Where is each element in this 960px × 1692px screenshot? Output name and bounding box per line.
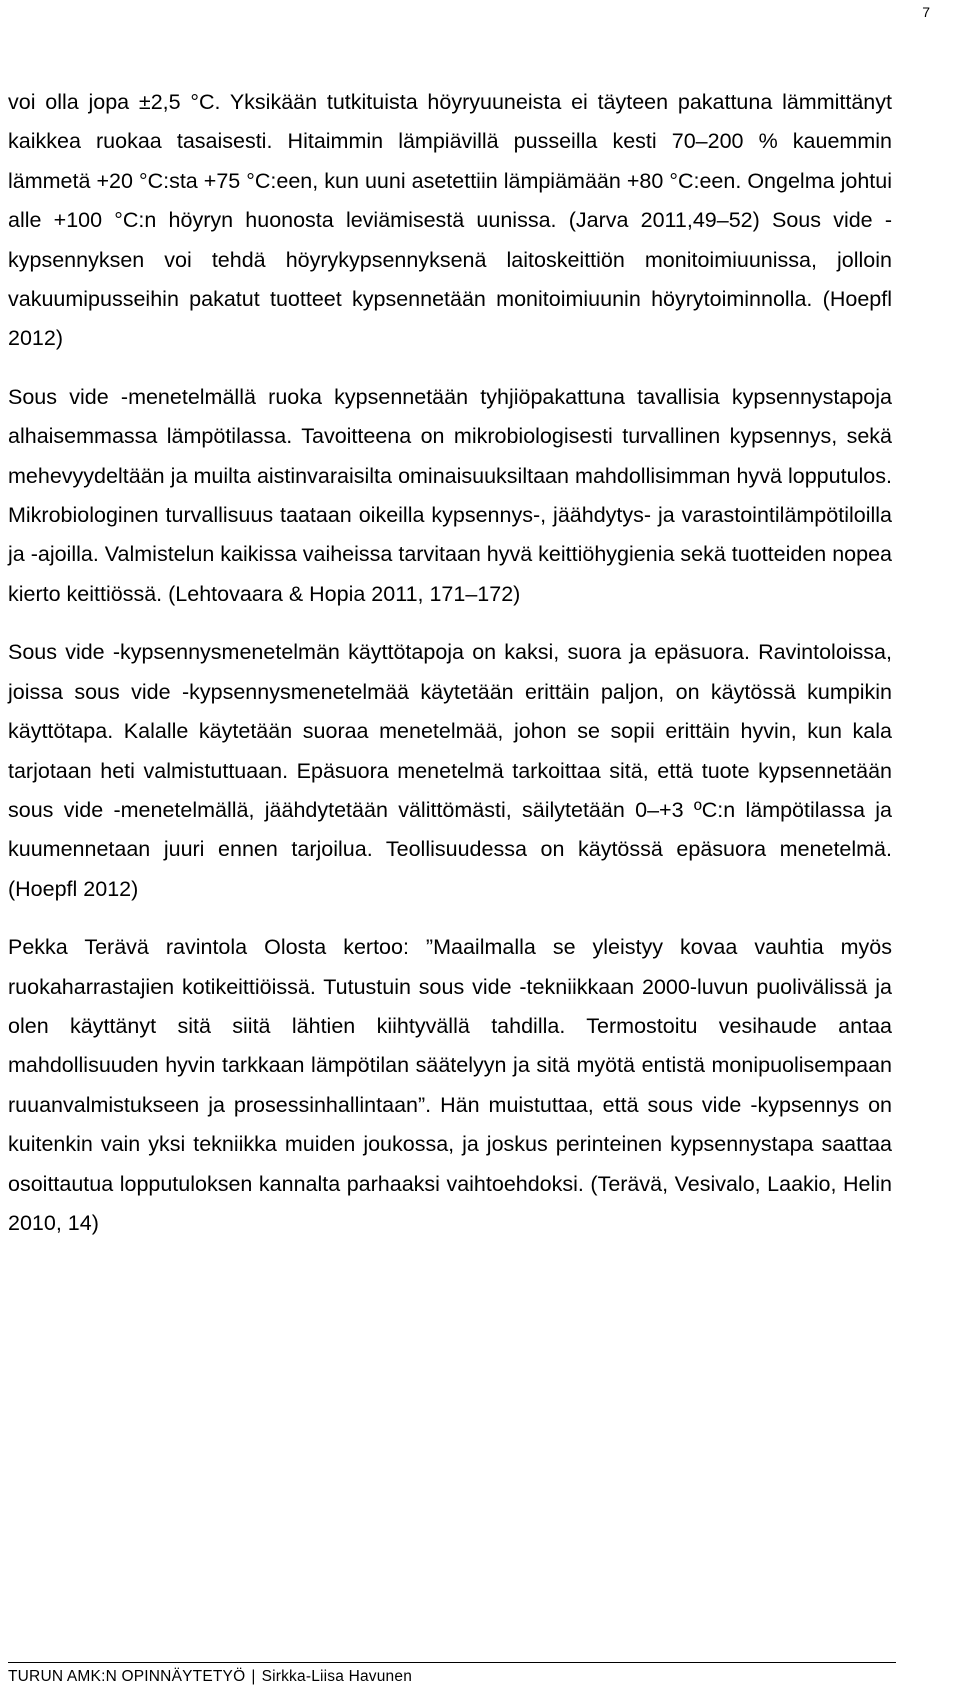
paragraph-3: Sous vide -kypsennysmenetelmän käyttötapoja on kaksi, suora ja epäsuora. Ravintoloissa, joissa sous vide -kypsennysmenetelmää käytetään erittäin paljon, on käytössä kumpikin käyttötapa. Kalalle käytetään suoraa menetelmää, johon se sopii erittäin hyvin, kun kala tarjotaan heti valmistuttuaan. Epäsuora menetelmä tarkoittaa sitä, että tuote kypsennetään sous vide -menetelmällä, jäähdytetään välittömästi, säilytetään 0–+3 ºC:n lämpötilassa ja kuumennetaan juuri ennen tarjoilua. Teollisuudessa on käytössä epäsuora menetelmä. (Hoepfl 2012) bbox=[8, 640, 892, 901]
footer-author: Sirkka-Liisa Havunen bbox=[261, 1668, 413, 1685]
page-number: 7 bbox=[922, 4, 930, 20]
page-footer bbox=[8, 1668, 412, 1686]
footer-institution: TURUN AMK:N OPINNÄYTETYÖ bbox=[8, 1668, 246, 1685]
paragraph-4: Pekka Terävä ravintola Olosta kertoo: ”Maailmalla se yleistyy kovaa vauhtia myös ruokaharrastajien kotikeittiöissä. Tutustuin sous vide -tekniikkaan 2000-luvun puolivälissä ja olen käyttänyt sitä siitä lähtien kiihtyvällä tahdilla. Termostoitu vesihaude antaa mahdollisuuden hyvin tarkkaan lämpötilan säätelyyn ja sitä myötä entistä monipuolisempaan ruuanvalmistukseen ja prosessinhallintaan”. Hän muistuttaa, että sous vide -kypsennys on kuitenkin vain yksi tekniikka muiden joukossa, ja joskus perinteinen kypsennystapa saattaa osoittautua lopputuloksen kannalta parhaaksi vaihtoehdoksi. (Terävä, Vesivalo, Laakio, Helin 2010, 14) bbox=[8, 935, 892, 1235]
paragraph-2: Sous vide -menetelmällä ruoka kypsennetään tyhjiöpakattuna tavallisia kypsennystapoja alhaisemmassa lämpötilassa. Tavoitteena on mikrobiologisesti turvallinen kypsennys, sekä mehevyydeltään ja muilta aistinvaraisilta ominaisuuksiltaan mahdollisimman hyvä lopputulos. Mikrobiologinen turvallisuus taataan oikeilla kypsennys-, jäähdytys- ja varastointilämpötiloilla ja -ajoilla. Valmistelun kaikissa vaiheissa tarvitaan hyvä keittiöhygienia sekä tuotteiden nopea kierto keittiössä. (Lehtovaara & Hopia 2011, 171–172) bbox=[8, 384, 892, 606]
body-text bbox=[8, 83, 892, 1243]
paragraph-1: voi olla jopa ±2,5 °C. Yksikään tutkituista höyryuuneista ei täyteen pakattuna lämmittänyt kaikkea ruokaa tasaisesti. Hitaimmin lämpiävillä pusseilla kesti 70–200 % kauemmin lämmetä +20 °C:sta +75 °C:een, kun uuni asetettiin lämpiämään +80 °C:een. Ongelma johtui alle +100 °C:n höyryn huonosta leviämisestä uunissa. (Jarva 2011,49–52) Sous vide -kypsennyksen voi tehdä höyrykypsennyksenä laitoskeittiön monitoimiuunissa, jolloin vakuumipusseihin pakatut tuotteet kypsennetään monitoimiuunin höyrytoiminnolla. (Hoepfl 2012) bbox=[8, 90, 892, 351]
footer-separator: | bbox=[251, 1668, 256, 1685]
footer-divider bbox=[8, 1662, 896, 1663]
